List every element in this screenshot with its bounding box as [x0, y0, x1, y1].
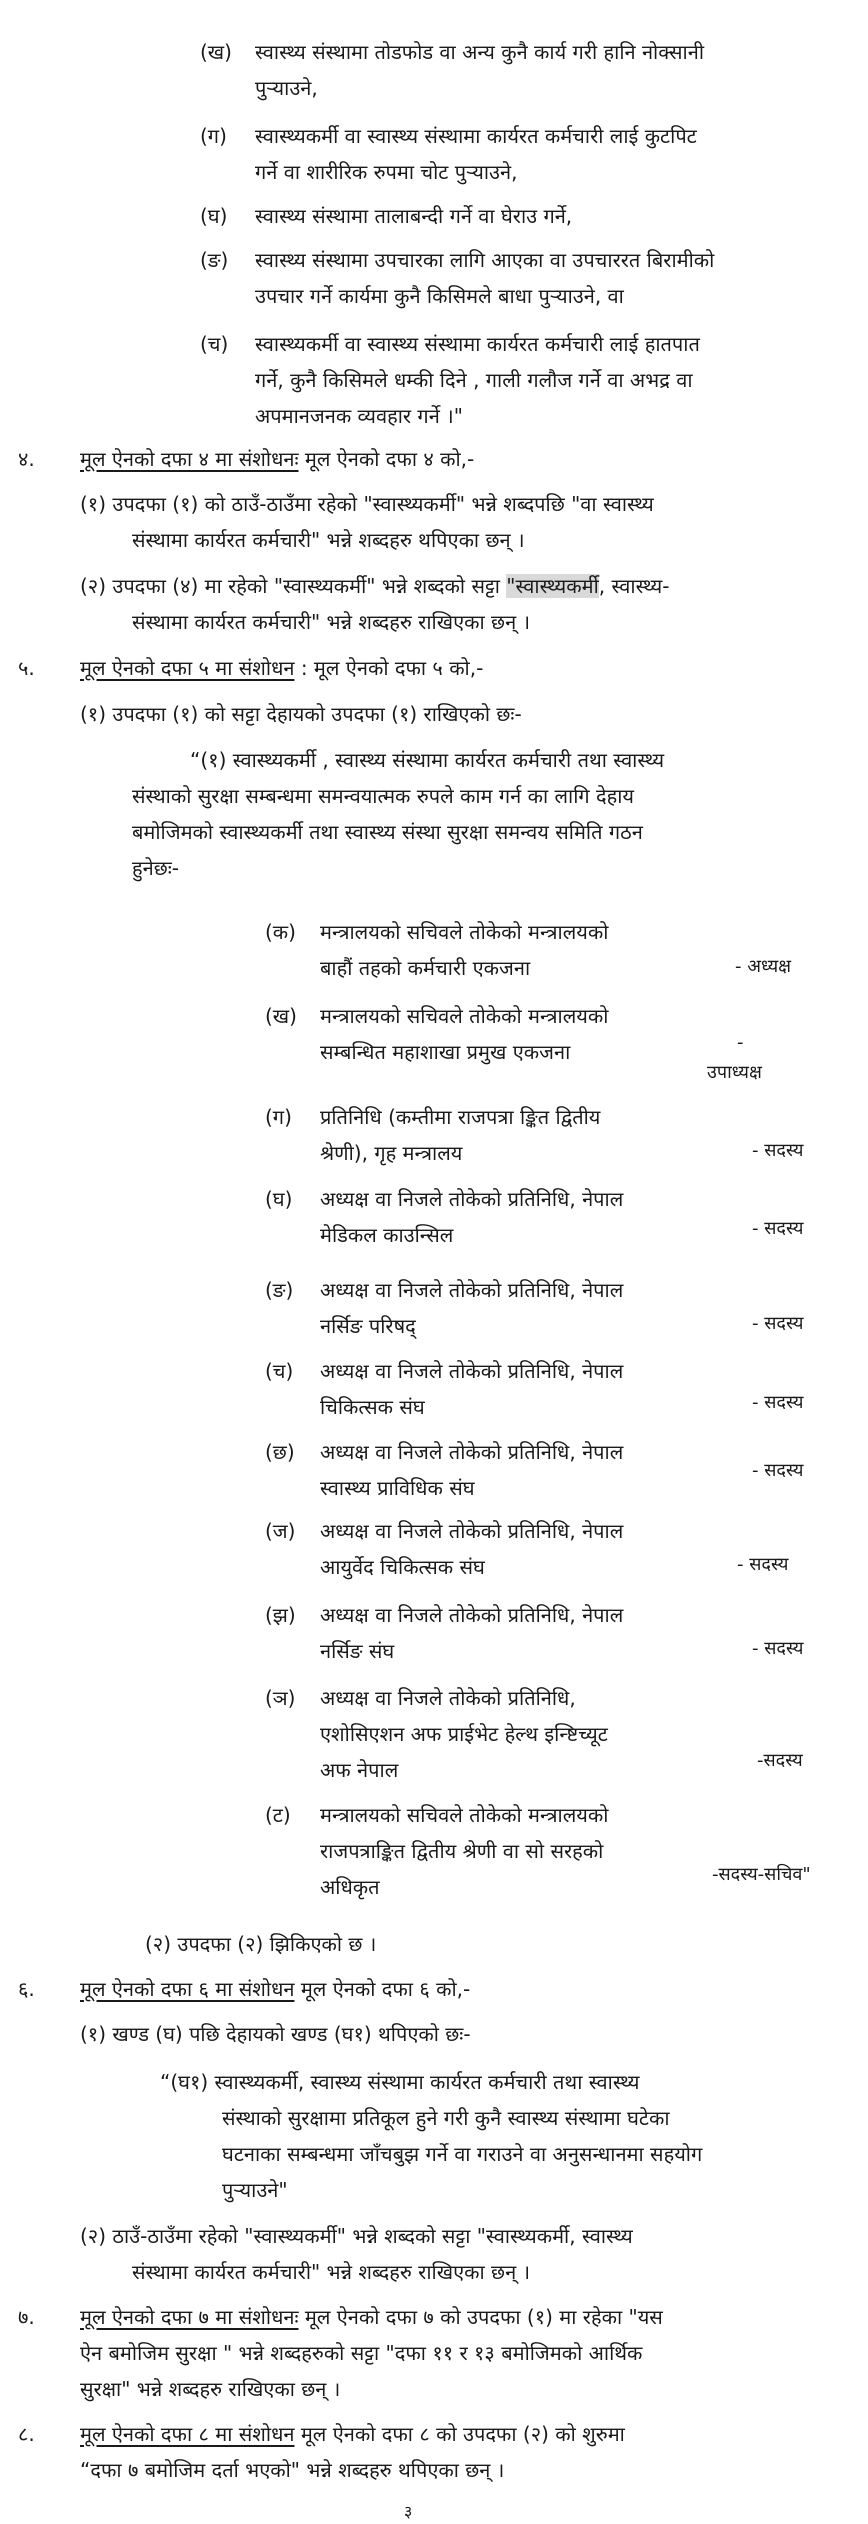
member-mark: (ट)	[265, 1803, 291, 1827]
member-text: मन्त्रालयको सचिवले तोकेको मन्त्रालयको	[320, 1004, 609, 1028]
clause-text: गर्ने, कुनै किसिमले धम्की दिने , गाली गलौज गर्ने वा अभद्र वा	[255, 368, 693, 392]
paragraph-line: (१) उपदफा (१) को ठाउँ-ठाउँमा रहेको "स्वास्थ्यकर्मी" भन्ने शब्दपछि "वा स्वास्थ्य	[80, 492, 654, 516]
member-text: अधिकृत	[320, 1875, 380, 1899]
clause-mark: (ग)	[200, 124, 227, 148]
member-role: - सदस्य	[737, 1554, 789, 1575]
member-text: आयुर्वेद चिकित्सक संघ	[320, 1555, 485, 1579]
quote-line: बमोजिमको स्वास्थ्यकर्मी तथा स्वास्थ्य संस्था सुरक्षा समन्वय समिति गठन	[132, 820, 643, 844]
section-heading-line	[80, 650, 483, 686]
section-heading-line	[80, 2299, 663, 2335]
paragraph-line: (१) उपदफा (१) को सट्टा देहायको उपदफा (१) राखिएको छः-	[80, 702, 522, 726]
member-role: - सदस्य	[752, 1218, 804, 1239]
clause-text: गर्ने वा शारीरिक रुपमा चोट पुर्‍याउने,	[255, 160, 518, 184]
section-heading-rest: मूल ऐनको दफा ४ को,-	[298, 447, 475, 471]
text-run: (२) उपदफा (४) मा रहेको "स्वास्थ्यकर्मी" भन्ने शब्दको सट्टा	[80, 574, 507, 598]
member-text: अध्यक्ष वा निजले तोकेको प्रतिनिधि,	[320, 1686, 576, 1710]
member-text: अध्यक्ष वा निजले तोकेको प्रतिनिधि, नेपाल	[320, 1187, 624, 1211]
paragraph-line	[80, 568, 670, 604]
section-heading: मूल ऐनको दफा ५ मा संशोधन	[80, 656, 295, 680]
member-mark: (ञ)	[265, 1686, 296, 1710]
section-heading-rest: मूल ऐनको दफा ७ को उपदफा (१) मा रहेका "यस	[298, 2305, 663, 2329]
member-text: अध्यक्ष वा निजले तोकेको प्रतिनिधि, नेपाल	[320, 1519, 624, 1543]
clause-mark: (ङ)	[200, 248, 229, 272]
paragraph-line: (१) खण्ड (घ) पछि देहायको खण्ड (घ१) थपिएको छः-	[80, 2022, 471, 2046]
member-mark: (ङ)	[265, 1278, 294, 1302]
quote-line: “(घ१) स्वास्थ्यकर्मी, स्वास्थ्य संस्थामा कार्यरत कर्मचारी तथा स्वास्थ्य	[160, 2070, 640, 2094]
highlighted-text: "स्वास्थ्यकर्मी	[506, 574, 599, 598]
section-heading: मूल ऐनको दफा ७ मा संशोधनः	[80, 2305, 299, 2329]
member-mark: (झ)	[265, 1603, 296, 1627]
member-mark: (ज)	[265, 1519, 296, 1543]
member-text: नर्सिङ परिषद्	[320, 1314, 416, 1338]
quote-line: घटनाका सम्बन्धमा जाँचबुझ गर्ने वा गराउने वा अनुसन्धानमा सहयोग	[222, 2142, 703, 2166]
paragraph-line: “दफा ७ बमोजिम दर्ता भएको" भन्ने शब्दहरु थपिएका छन् ।	[80, 2458, 505, 2482]
section-heading: मूल ऐनको दफा ८ मा संशोधन	[80, 2422, 295, 2446]
section-number: ७.	[18, 2305, 35, 2329]
clause-text: स्वास्थ्यकर्मी वा स्वास्थ्य संस्थामा कार्यरत कर्मचारी लाई कुटपिट	[255, 124, 697, 148]
member-mark: (ख)	[265, 1004, 297, 1028]
clause-text: उपचार गर्ने कार्यमा कुनै किसिमले बाधा पुर्‍याउने, वा	[255, 284, 624, 308]
clause-text: स्वास्थ्य संस्थामा तालाबन्दी गर्ने वा घेराउ गर्ने,	[255, 204, 573, 228]
section-heading: मूल ऐनको दफा ६ मा संशोधन	[80, 1977, 295, 2001]
clause-mark: (ख)	[200, 40, 232, 64]
quote-line: हुनेछः-	[132, 856, 179, 880]
section-heading: मूल ऐनको दफा ४ मा संशोधनः	[80, 447, 299, 471]
member-mark: (च)	[265, 1359, 294, 1383]
member-mark: (क)	[265, 920, 296, 944]
member-role: - सदस्य	[752, 1638, 804, 1659]
member-text: मन्त्रालयको सचिवले तोकेको मन्त्रालयको	[320, 1803, 609, 1827]
clause-text: स्वास्थ्यकर्मी वा स्वास्थ्य संस्थामा कार्यरत कर्मचारी लाई हातपात	[255, 332, 700, 356]
section-heading-line	[80, 441, 474, 477]
member-text: मेडिकल काउन्सिल	[320, 1223, 454, 1247]
member-role: - सदस्य	[752, 1140, 804, 1161]
section-number: ४.	[18, 447, 35, 471]
section-number: ५.	[18, 656, 35, 680]
quote-line: “(१) स्वास्थ्यकर्मी , स्वास्थ्य संस्थामा कार्यरत कर्मचारी तथा स्वास्थ्य	[190, 748, 665, 772]
clause-mark: (घ)	[200, 204, 228, 228]
page-number: ३	[404, 2502, 413, 2521]
member-text: नर्सिङ संघ	[320, 1639, 395, 1663]
member-text: एशोसिएशन अफ प्राईभेट हेल्थ इन्ष्टिच्यूट	[320, 1722, 608, 1746]
member-mark: (ग)	[265, 1105, 292, 1129]
member-role: - सदस्य	[752, 1313, 804, 1334]
member-text: अध्यक्ष वा निजले तोकेको प्रतिनिधि, नेपाल	[320, 1603, 624, 1627]
member-text: चिकित्सक संघ	[320, 1395, 425, 1419]
member-text: स्वास्थ्य प्राविधिक संघ	[320, 1476, 475, 1500]
member-role: - अध्यक्ष	[735, 956, 792, 977]
paragraph-line: संस्थामा कार्यरत कर्मचारी" भन्ने शब्दहरु थपिएका छन् ।	[132, 528, 525, 552]
paragraph-line: संस्थामा कार्यरत कर्मचारी" भन्ने शब्दहरु राखिएका छन् ।	[132, 2260, 531, 2284]
member-text: बाहौं तहको कर्मचारी एकजना	[320, 956, 531, 980]
member-role: - सदस्य	[752, 1460, 804, 1481]
member-text: अध्यक्ष वा निजले तोकेको प्रतिनिधि, नेपाल	[320, 1359, 624, 1383]
member-text: अध्यक्ष वा निजले तोकेको प्रतिनिधि, नेपाल	[320, 1440, 624, 1464]
text-run: , स्वास्थ्य-	[598, 574, 670, 598]
section-heading-rest: : मूल ऐनको दफा ५ को,-	[294, 656, 484, 680]
section-heading-line	[80, 2416, 625, 2452]
member-text: राजपत्राङ्कित द्वितीय श्रेणी वा सो सरहको	[320, 1839, 604, 1863]
paragraph-line: ऐन बमोजिम सुरक्षा " भन्ने शब्दहरुको सट्टा "दफा ११ र १३ बमोजिमको आर्थिक	[80, 2341, 643, 2365]
member-role: उपाध्यक्ष	[707, 1062, 762, 1083]
member-text: मन्त्रालयको सचिवले तोकेको मन्त्रालयको	[320, 920, 609, 944]
member-mark: (छ)	[265, 1440, 295, 1464]
member-role: -सदस्य-सचिव"	[712, 1864, 811, 1885]
clause-mark: (च)	[200, 332, 229, 356]
member-text: प्रतिनिधि (कम्तीमा राजपत्रा ङ्कित द्वितीय	[320, 1105, 601, 1129]
quote-line: संस्थाको सुरक्षा सम्बन्धमा समन्वयात्मक रुपले काम गर्न का लागि देहाय	[132, 784, 635, 808]
member-role: - सदस्य	[752, 1392, 804, 1413]
clause-text: पुर्‍याउने,	[255, 76, 318, 100]
section-heading-rest: मूल ऐनको दफा ८ को उपदफा (२) को शुरुमा	[294, 2422, 625, 2446]
paragraph-line: सुरक्षा" भन्ने शब्दहरु राखिएका छन् ।	[80, 2377, 341, 2401]
member-text: श्रेणी), गृह मन्त्रालय	[320, 1141, 463, 1165]
member-mark: (घ)	[265, 1187, 293, 1211]
paragraph-line: (२) उपदफा (२) झिकिएको छ ।	[145, 1932, 377, 1956]
clause-text: स्वास्थ्य संस्थामा उपचारका लागि आएका वा उपचाररत बिरामीको	[255, 248, 715, 272]
paragraph-line: (२) ठाउँ-ठाउँमा रहेको "स्वास्थ्यकर्मी" भन्ने शब्दको सट्टा "स्वास्थ्यकर्मी, स्वास्थ्य	[80, 2224, 633, 2248]
member-role: -सदस्य	[757, 1750, 803, 1771]
member-text: सम्बन्धित महाशाखा प्रमुख एकजना	[320, 1040, 571, 1064]
clause-text: अपमानजनक व्यवहार गर्ने ।"	[255, 404, 463, 428]
section-number: ६.	[18, 1977, 35, 2001]
member-text: अफ नेपाल	[320, 1758, 399, 1782]
quote-line: संस्थाको सुरक्षामा प्रतिकूल हुने गरी कुनै स्वास्थ्य संस्थामा घटेका	[222, 2106, 670, 2130]
section-heading-line	[80, 1971, 470, 2007]
member-role-dash: -	[737, 1032, 744, 1053]
section-heading-rest: मूल ऐनको दफा ६ को,-	[294, 1977, 471, 2001]
section-number: ८.	[18, 2422, 35, 2446]
quote-line: पुर्‍याउने"	[222, 2178, 288, 2202]
clause-text: स्वास्थ्य संस्थामा तोडफोड वा अन्य कुनै कार्य गरी हानि नोक्सानी	[255, 40, 704, 64]
member-text: अध्यक्ष वा निजले तोकेको प्रतिनिधि, नेपाल	[320, 1278, 624, 1302]
paragraph-line: संस्थामा कार्यरत कर्मचारी" भन्ने शब्दहरु राखिएका छन् ।	[132, 610, 531, 634]
